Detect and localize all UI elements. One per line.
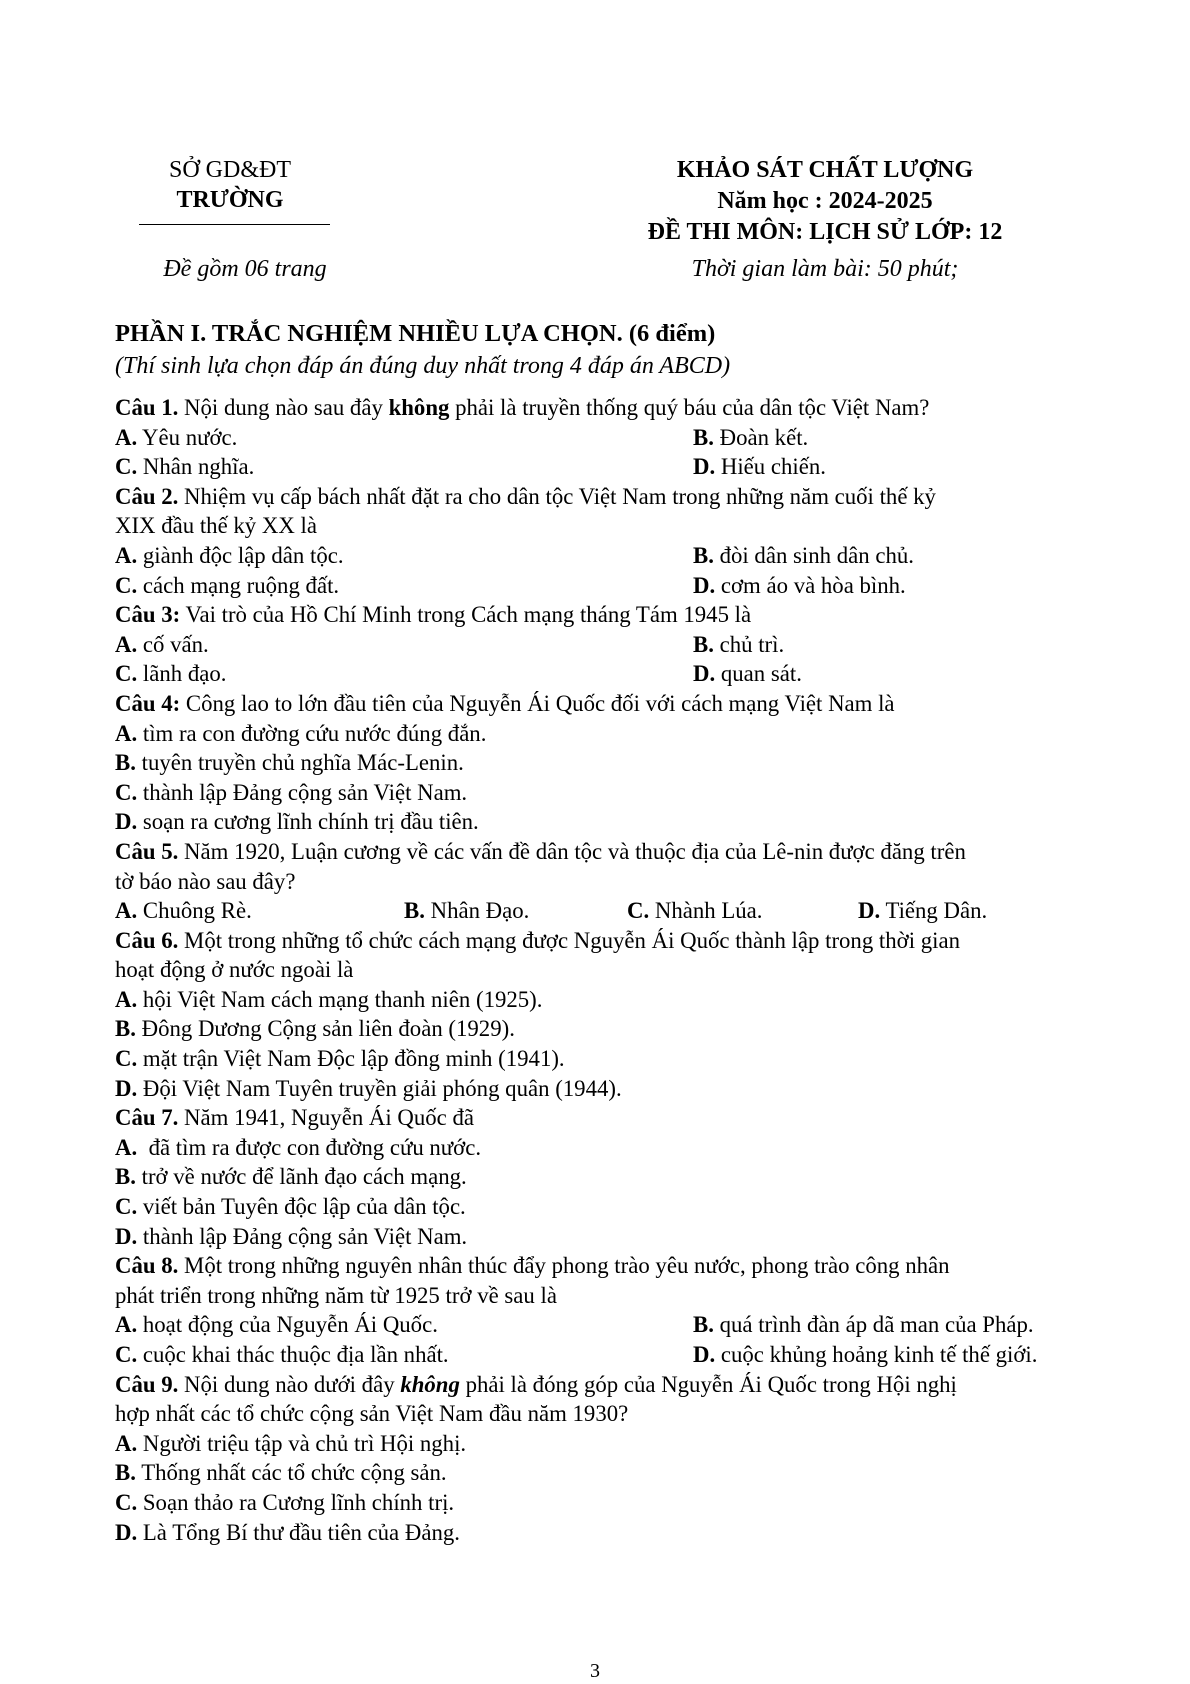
question-label: Câu 8.	[115, 1253, 179, 1279]
option-text: Đông Dương Cộng sản liên đoàn (1929).	[135, 1016, 515, 1042]
option-letter: D.	[858, 898, 881, 924]
option-text: lãnh đạo.	[137, 661, 227, 687]
option-d	[693, 571, 1080, 601]
option-text: trở về nước để lãnh đạo cách mạng.	[135, 1164, 467, 1190]
option-text: Nhân nghĩa.	[137, 454, 255, 480]
option-text: Thống nhất các tổ chức cộng sản.	[135, 1460, 447, 1486]
exam-subject: ĐỀ THI MÔN: LỊCH SỬ LỚP: 12	[647, 219, 1003, 245]
option-a	[115, 541, 693, 571]
question-8-stem-cont: phát triển trong những năm từ 1925 trở về sau là	[115, 1282, 557, 1308]
option-a	[115, 423, 693, 453]
option-c	[115, 1488, 1080, 1518]
option-text: giành độc lập dân tộc.	[137, 542, 344, 568]
question-text: Nội dung nào sau đây	[178, 395, 389, 420]
option-d	[693, 452, 1080, 482]
option-letter: A.	[115, 898, 138, 924]
section-title: PHẦN I. TRẮC NGHIỆM NHIỀU LỰA CHỌN. (6 điểm)	[115, 320, 716, 347]
option-letter: A.	[115, 720, 138, 746]
option-letter: D.	[115, 809, 138, 835]
question-label: Câu 3:	[115, 602, 181, 628]
option-letter: A.	[115, 1312, 138, 1338]
question-8-stem	[115, 1251, 1080, 1281]
question-text: Nội dung nào dưới đây	[178, 1371, 401, 1397]
option-c	[115, 1192, 1080, 1222]
option-c	[115, 778, 1080, 808]
exam-title: KHẢO SÁT CHẤT LƯỢNG	[676, 157, 974, 183]
question-1-stem	[115, 393, 1080, 423]
question-text: Năm 1941, Nguyễn Ái Quốc đã	[178, 1105, 475, 1131]
option-text: hoạt động của Nguyễn Ái Quốc.	[137, 1312, 438, 1338]
option-letter: D.	[115, 1223, 138, 1249]
question-7-stem	[115, 1103, 1080, 1133]
option-letter: C.	[115, 661, 138, 687]
option-d	[115, 807, 1080, 837]
option-text: Người triệu tập và chủ trì Hội nghị.	[137, 1430, 467, 1456]
option-c	[115, 452, 693, 482]
option-a	[115, 896, 404, 926]
option-d	[115, 1074, 1080, 1104]
option-text: thành lập Đảng cộng sản Việt Nam.	[137, 779, 468, 805]
option-text: cố vấn.	[137, 631, 209, 657]
question-5-options	[115, 896, 1080, 926]
option-text: tuyên truyền chủ nghĩa Mác-Lenin.	[135, 750, 464, 776]
option-letter: C.	[115, 1489, 138, 1515]
option-letter: C.	[115, 1342, 138, 1367]
pages-note: Đề gồm 06 trang	[163, 256, 327, 282]
exam-time: Thời gian làm bài: 50 phút;	[691, 256, 959, 282]
school-year: Năm học : 2024-2025	[717, 188, 933, 214]
option-b	[115, 1458, 1080, 1488]
option-letter: D.	[693, 1342, 716, 1367]
question-text: Một trong những nguyên nhân thúc đẩy phong trào yêu nước, phong trào công nhân	[178, 1253, 950, 1279]
question-8-options	[115, 1310, 1080, 1369]
question-9-stem	[115, 1370, 1080, 1400]
option-letter: A.	[115, 1134, 138, 1160]
question-text: Công lao to lớn đầu tiên của Nguyễn Ái Quốc đối với cách mạng Việt Nam là	[180, 690, 895, 716]
option-letter: C.	[627, 898, 650, 924]
option-letter: A.	[115, 424, 138, 450]
option-text: quá trình đàn áp dã man của Pháp.	[713, 1312, 1034, 1338]
option-text: cơm áo và hòa bình.	[715, 572, 906, 598]
question-9-stem-cont: hợp nhất các tổ chức cộng sản Việt Nam đầu năm 1930?	[115, 1401, 629, 1427]
option-b	[693, 1310, 1080, 1340]
question-text: Một trong những tổ chức cách mạng được Nguyễn Ái Quốc thành lập trong thời gian	[178, 927, 960, 953]
question-emphasis: không	[388, 395, 450, 420]
question-emphasis: không	[400, 1371, 460, 1397]
option-letter: D.	[693, 661, 716, 687]
question-3-options	[115, 630, 1080, 689]
option-text: Đoàn kết.	[713, 424, 809, 450]
section-note: (Thí sinh lựa chọn đáp án đúng duy nhất trong 4 đáp án ABCD)	[115, 353, 731, 379]
option-letter: A.	[115, 986, 138, 1012]
option-d	[115, 1222, 1080, 1252]
question-label: Câu 6.	[115, 927, 179, 953]
option-text: Chuông Rè.	[137, 898, 252, 924]
option-letter: C.	[115, 1194, 138, 1220]
option-b	[404, 896, 627, 926]
option-b	[115, 1014, 1080, 1044]
option-b	[693, 630, 1080, 660]
option-text: viết bản Tuyên độc lập của dân tộc.	[137, 1194, 466, 1220]
option-text: Nhân Đạo.	[424, 898, 530, 924]
option-text: Là Tổng Bí thư đầu tiên của Đảng.	[137, 1519, 460, 1545]
option-letter: A.	[115, 631, 138, 657]
option-letter: B.	[115, 1460, 136, 1486]
option-text: soạn ra cương lĩnh chính trị đầu tiên.	[137, 809, 479, 835]
option-letter: B.	[693, 424, 714, 450]
option-a	[115, 1133, 1080, 1163]
option-a	[115, 719, 1080, 749]
question-text: phải là truyền thống quý báu của dân tộc Việt Nam?	[449, 395, 930, 420]
option-a	[115, 985, 1080, 1015]
option-letter: D.	[693, 572, 716, 598]
option-c	[627, 896, 858, 926]
option-letter: C.	[115, 1046, 138, 1072]
question-6-stem-cont: hoạt động ở nước ngoài là	[115, 957, 354, 983]
header-right	[590, 155, 1060, 248]
option-text: Soạn thảo ra Cương lĩnh chính trị.	[137, 1489, 455, 1515]
option-letter: D.	[693, 454, 716, 480]
question-3-stem	[115, 600, 1080, 630]
option-text: quan sát.	[715, 661, 802, 687]
option-d	[858, 896, 1080, 926]
option-b	[693, 423, 1080, 453]
question-2-options	[115, 541, 1080, 600]
option-d	[115, 1518, 1080, 1548]
option-letter: B.	[404, 898, 425, 924]
header-left	[130, 155, 330, 215]
option-b	[693, 541, 1080, 571]
option-text: tìm ra con đường cứu nước đúng đắn.	[137, 720, 487, 746]
option-text: Đội Việt Nam Tuyên truyền giải phóng quân (1944).	[137, 1075, 622, 1101]
option-a	[115, 1429, 1080, 1459]
option-letter: C.	[115, 779, 138, 805]
question-2-stem	[115, 482, 1080, 512]
option-text: cuộc khai thác thuộc địa lần nhất.	[137, 1342, 449, 1367]
question-label: Câu 9.	[115, 1371, 179, 1397]
option-d	[693, 659, 1080, 689]
question-label: Câu 4:	[115, 690, 181, 716]
option-letter: A.	[115, 1430, 138, 1456]
question-5-stem-cont: tờ báo nào sau đây?	[115, 868, 296, 894]
question-5-stem	[115, 837, 1080, 867]
option-letter: B.	[115, 750, 136, 776]
option-letter: B.	[693, 542, 714, 568]
option-text: hội Việt Nam cách mạng thanh niên (1925).	[137, 986, 543, 1012]
option-c	[115, 1044, 1080, 1074]
option-c	[115, 659, 693, 689]
question-list	[115, 393, 1080, 1547]
option-c	[115, 571, 693, 601]
question-text: phải là đóng góp của Nguyễn Ái Quốc trong Hội nghị	[459, 1371, 957, 1397]
option-text: mặt trận Việt Nam Độc lập đồng minh (1941).	[137, 1046, 565, 1072]
option-text: cách mạng ruộng đất.	[137, 572, 340, 598]
section-header	[115, 317, 1075, 381]
option-letter: C.	[115, 454, 138, 480]
question-text: Vai trò của Hồ Chí Minh trong Cách mạng tháng Tám 1945 là	[180, 602, 752, 628]
option-text: thành lập Đảng cộng sản Việt Nam.	[137, 1223, 468, 1249]
option-letter: B.	[115, 1016, 136, 1042]
option-text: Hiếu chiến.	[715, 454, 826, 480]
question-label: Câu 7.	[115, 1105, 179, 1131]
question-label: Câu 2.	[115, 483, 179, 509]
option-text: Yêu nước.	[137, 424, 238, 450]
option-a	[115, 630, 693, 660]
option-letter: D.	[115, 1519, 138, 1545]
option-text: Tiếng Dân.	[880, 898, 988, 924]
question-6-stem	[115, 926, 1080, 956]
department-name: SỞ GD&ĐT	[168, 157, 291, 183]
option-text: Nhành Lúa.	[649, 898, 763, 924]
option-a	[115, 1310, 693, 1340]
option-letter: B.	[693, 1312, 714, 1338]
option-letter: B.	[115, 1164, 136, 1190]
page-number: 3	[590, 1660, 600, 1682]
option-b	[115, 1162, 1080, 1192]
school-name: TRƯỜNG	[176, 187, 284, 213]
option-d	[693, 1340, 1080, 1370]
option-text: đòi dân sinh dân chủ.	[713, 542, 914, 568]
question-text: Năm 1920, Luận cương về các vấn đề dân tộc và thuộc địa của Lê-nin được đăng trên	[178, 838, 966, 864]
option-text: cuộc khủng hoảng kinh tế thế giới.	[715, 1342, 1038, 1367]
option-letter: B.	[693, 631, 714, 657]
question-1-options	[115, 423, 1080, 482]
option-letter: D.	[115, 1075, 138, 1101]
option-letter: C.	[115, 572, 138, 598]
option-b	[115, 748, 1080, 778]
question-text: Nhiệm vụ cấp bách nhất đặt ra cho dân tộc Việt Nam trong những năm cuối thế kỷ	[178, 483, 936, 509]
question-label: Câu 1.	[115, 395, 179, 420]
option-letter: A.	[115, 542, 138, 568]
header-divider	[139, 224, 330, 225]
option-text: chủ trì.	[713, 631, 785, 657]
option-text: đã tìm ra được con đường cứu nước.	[137, 1134, 482, 1160]
question-label: Câu 5.	[115, 838, 179, 864]
option-c	[115, 1340, 693, 1370]
question-2-stem-cont: XIX đầu thế kỷ XX là	[115, 513, 317, 539]
question-4-stem	[115, 689, 1080, 719]
